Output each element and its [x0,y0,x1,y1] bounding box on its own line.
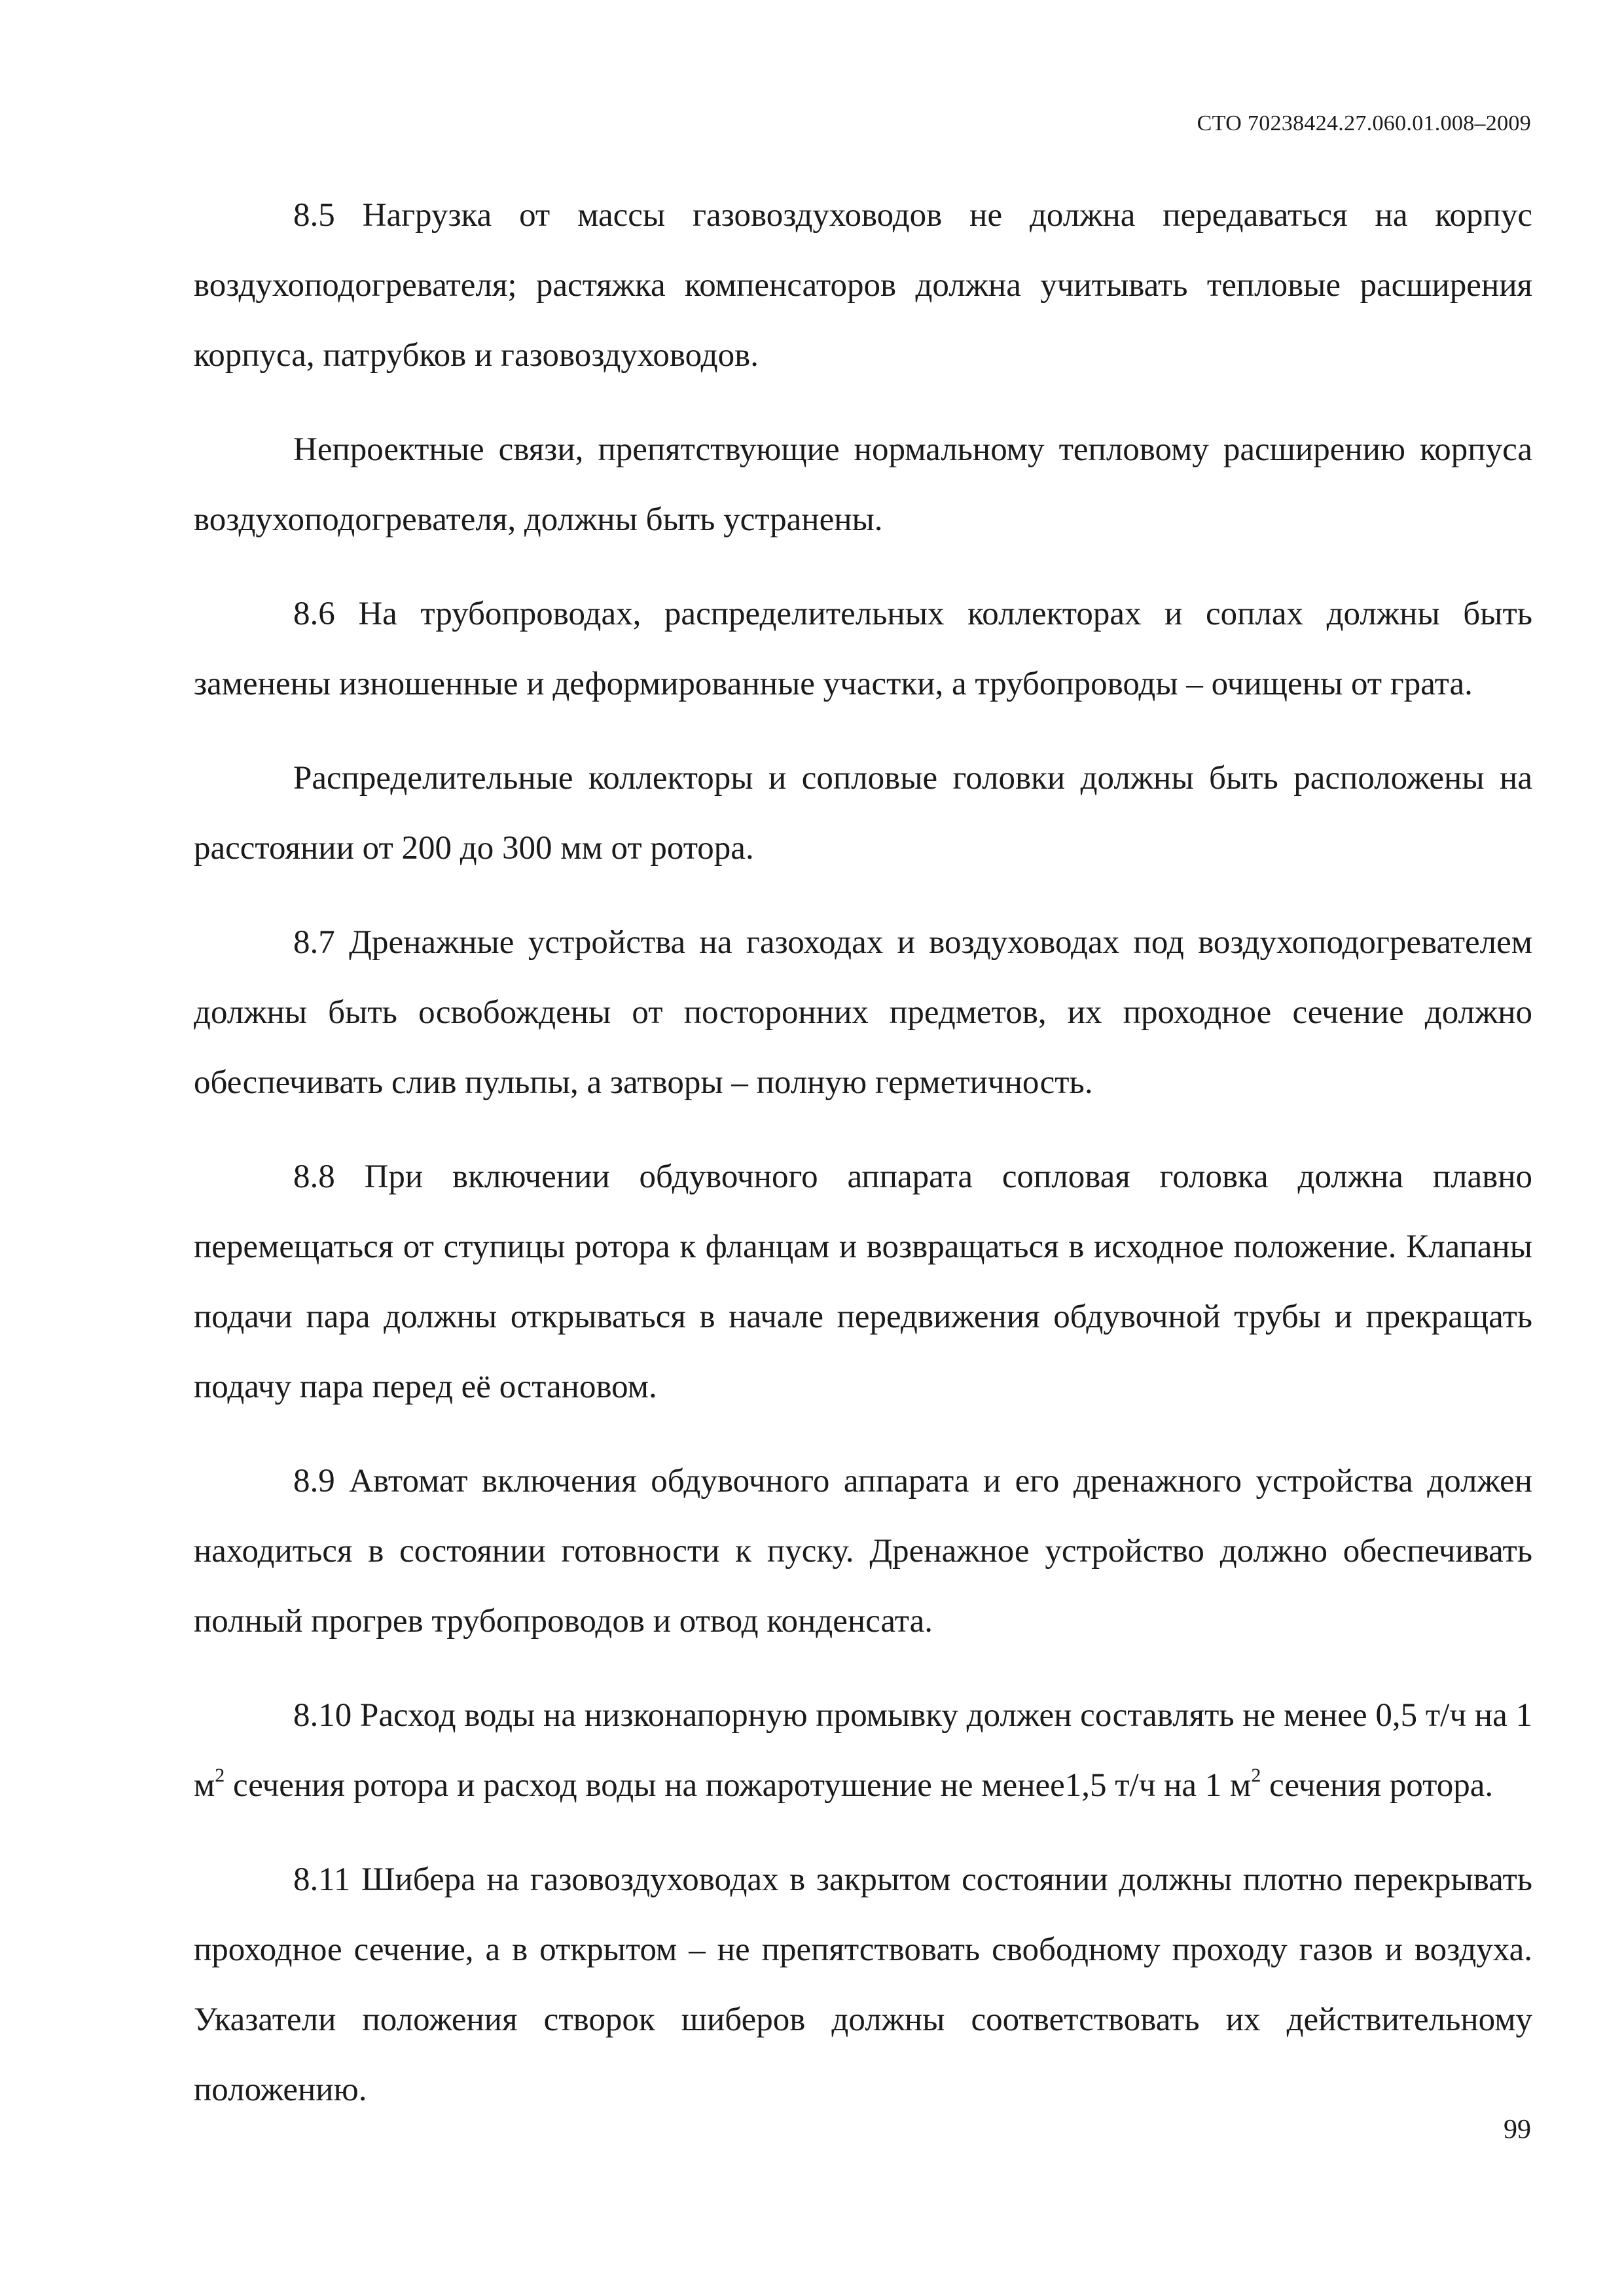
document-code-header: СТО 70238424.27.060.01.008–2009 [1197,111,1531,135]
paragraph-8-11: 8.11 Шибера на газовоздуховодах в закрытом состоянии должны плотно перекрывать проходное сечение, а в открытом – не препятствовать свободному проходу газов и воздуха. Указатели положения створок шиберов должны соответствовать их действительному положению. [194,1861,1532,2108]
superscript-squared: 2 [215,1765,225,1786]
paragraph-8-10-text-part: 8.10 Расход воды на низконапорную промывку должен составлять не менее 0,5 т/ч на 1 м [194,1697,1532,1804]
paragraph-8-9: 8.9 Автомат включения обдувочного аппарата и его дренажного устройства должен находиться в состоянии готовности к пуску. Дренажное устройство должно обеспечивать полный прогрев трубопроводов и отвод конденсата. [194,1463,1532,1640]
paragraph-8-7: 8.7 Дренажные устройства на газоходах и воздуховодах под воздухоподогревателем должны быть освобождены от посторонних предметов, их проходное сечение должно обеспечивать слив пульпы, а затворы – полную герметичность. [194,924,1532,1101]
paragraph-8-6-continued: Распределительные коллекторы и сопловые головки должны быть расположены на расстоянии от 200 до 300 мм от ротора. [194,760,1532,867]
paragraph-8-5: 8.5 Нагрузка от массы газовоздуховодов не должна передаваться на корпус воздухоподогревателя; растяжка компенсаторов должна учитывать тепловые расширения корпуса, патрубков и газовоздуховодов. [194,197,1532,374]
superscript-squared: 2 [1251,1765,1261,1786]
paragraph-8-10-text-part: сечения ротора и расход воды на пожаротушение не менее1,5 т/ч на 1 м [225,1767,1252,1804]
document-body [194,181,1532,2149]
paragraph-8-5-continued: Непроектные связи, препятствующие нормальному тепловому расширению корпуса воздухоподогревателя, должны быть устранены. [194,431,1532,538]
paragraph-8-8: 8.8 При включении обдувочного аппарата сопловая головка должна плавно перемещаться от ступицы ротора к фланцам и возвращаться в исходное положение. Клапаны подачи пара должны открываться в начале передвижения обдувочной трубы и прекращать подачу пара перед её остановом. [194,1158,1532,1405]
page-number: 99 [1504,2115,1531,2145]
paragraph-8-6: 8.6 На трубопроводах, распределительных коллекторах и соплах должны быть заменены изношенные и деформированные участки, а трубопроводы – очищены от грата. [194,596,1532,702]
paragraph-8-10 [194,1681,1532,1821]
paragraph-8-10-text-part: сечения ротора. [1261,1767,1494,1804]
